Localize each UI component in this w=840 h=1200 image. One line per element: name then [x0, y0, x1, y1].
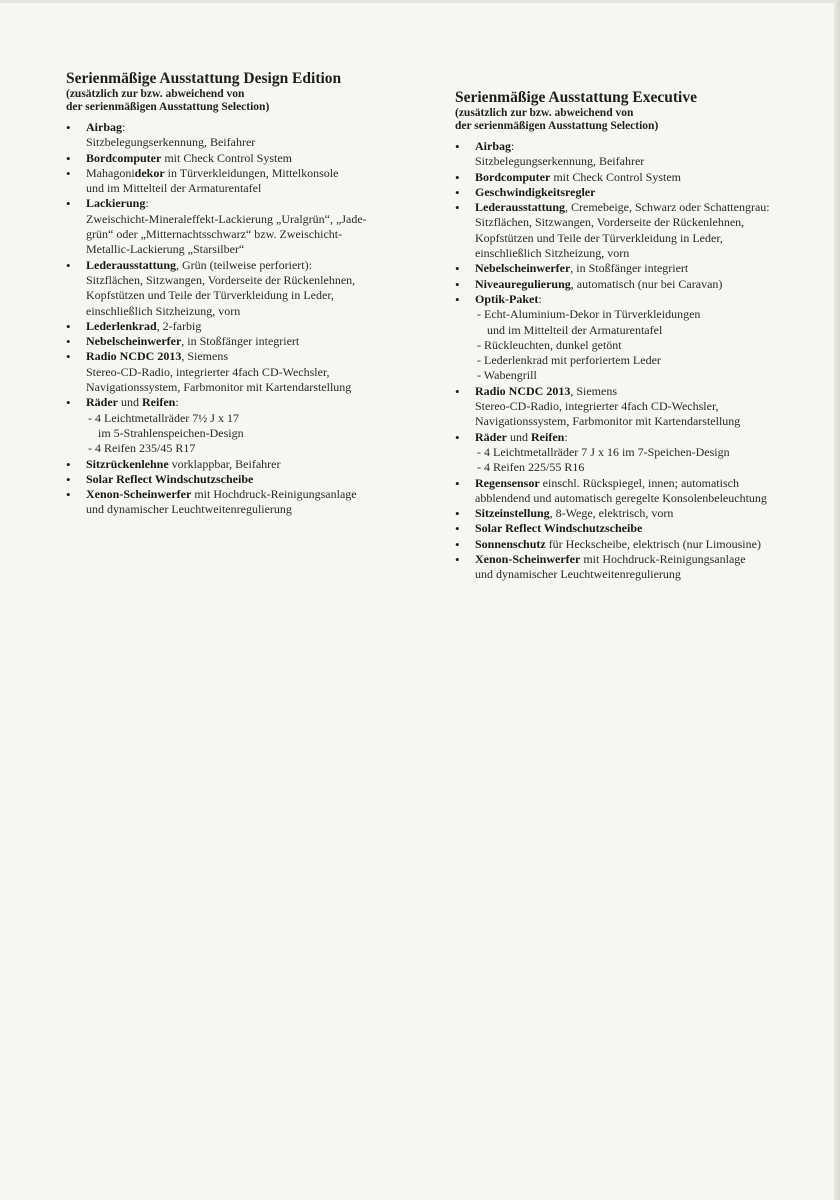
list-item-lackierung — [66, 196, 411, 257]
item-line: Stereo-CD-Radio, integrierter 4fach CD-Wechsler, — [86, 364, 330, 379]
item-line: Metallic-Lackierung „Starsilber“ — [86, 242, 245, 257]
item-heading: Xenon-Scheinwerfer — [86, 487, 192, 502]
list-item-radio — [66, 349, 411, 395]
item-text: , in Stoßfänger integriert — [570, 261, 689, 276]
sub-item-continuation: im 5-Strahlenspeichen-Design — [98, 425, 244, 440]
item-heading: Bordcomputer — [86, 150, 162, 165]
item-heading: Räder — [86, 395, 118, 410]
list-item-geschwindigkeitsregler — [455, 185, 800, 200]
sub-item: - 4 Reifen 225/55 R16 — [477, 460, 585, 475]
list-item-regensensor — [455, 476, 800, 507]
list-item-solar-reflect — [66, 472, 411, 487]
item-text: , Grün (teilweise perforiert): — [176, 257, 312, 272]
sub-item: - Wabengrill — [477, 368, 537, 383]
item-heading: Reifen — [142, 395, 176, 410]
item-line: und im Mittelteil der Armaturentafel — [86, 181, 262, 196]
item-line: einschließlich Sitzheizung, vorn — [475, 246, 630, 261]
subtitle-line-1: (zusätzlich zur bzw. abweichend von — [455, 107, 634, 119]
item-heading: Nebelscheinwerfer — [86, 334, 182, 349]
section-subtitle — [455, 107, 800, 133]
item-heading: Xenon-Scheinwerfer — [475, 552, 581, 567]
list-item-sitzeinstellung — [455, 506, 800, 521]
item-line: Kopfstützen und Teile der Türverkleidung in Leder, — [475, 230, 723, 245]
subtitle-line-2: der serienmäßigen Ausstattung Selection) — [66, 101, 270, 113]
item-line: Sitzbelegungserkennung, Beifahrer — [86, 135, 256, 150]
item-text: , automatisch (nur bei Caravan) — [570, 276, 723, 291]
item-heading: Radio NCDC 2013 — [475, 383, 571, 398]
item-heading: Lackierung — [86, 196, 146, 211]
list-item-xenon — [66, 487, 411, 518]
list-item-lederausstattung — [66, 258, 411, 319]
item-text: vorklappbar, Beifahrer — [168, 456, 281, 471]
item-text: : — [175, 395, 179, 410]
section-subtitle — [66, 88, 411, 114]
item-line: Kopfstützen und Teile der Türverkleidung in Leder, — [86, 288, 334, 303]
item-heading: Sitzeinstellung — [475, 506, 550, 521]
list-item-radio — [455, 384, 800, 430]
subtitle-line-2: der serienmäßigen Ausstattung Selection) — [455, 120, 659, 132]
page-edge-right — [834, 0, 840, 1200]
design-edition-section — [66, 70, 411, 518]
sub-item: - 4 Leichtmetallräder 7 J x 16 im 7-Speichen-Design — [477, 444, 730, 459]
item-text: mit Check Control System — [550, 169, 681, 184]
item-line: Sitzbelegungserkennung, Beifahrer — [475, 154, 645, 169]
item-heading: Reifen — [531, 429, 565, 444]
item-heading: Lederausstattung — [475, 200, 566, 215]
item-text: einschl. Rückspiegel, innen; automatisch — [539, 475, 739, 490]
feature-list — [66, 120, 411, 518]
sub-item: - Lederlenkrad mit perforiertem Leder — [477, 353, 661, 368]
item-text: , 8-Wege, elektrisch, vorn — [549, 506, 674, 521]
list-item-mahagonidekor — [66, 166, 411, 197]
list-item-sitzrueckenlehne — [66, 457, 411, 472]
list-item-lederausstattung — [455, 200, 800, 261]
item-text: für Heckscheibe, elektrisch (nur Limousine) — [545, 536, 761, 551]
item-text: , in Stoßfänger integriert — [181, 334, 300, 349]
item-text: , Cremebeige, Schwarz oder Schattengrau: — [565, 200, 770, 215]
item-line: grün“ oder „Mitternachtsschwarz“ bzw. Zweischicht- — [86, 227, 343, 242]
list-item-raeder-reifen — [66, 395, 411, 456]
item-heading: Nebelscheinwerfer — [475, 261, 571, 276]
item-heading: Regensensor — [475, 475, 540, 490]
list-item-niveauregulierung — [455, 277, 800, 292]
item-text: : — [122, 120, 126, 134]
item-heading: Sitzrückenlehne — [86, 456, 169, 471]
list-item-sonnenschutz — [455, 537, 800, 552]
item-heading: Radio NCDC 2013 — [86, 349, 182, 364]
item-heading: Geschwindigkeitsregler — [475, 184, 596, 199]
item-text: Mahagoni — [86, 165, 135, 180]
item-line: Navigationssystem, Farbmonitor mit Kartendarstellung — [86, 380, 352, 395]
list-item-nebelscheinwerfer — [66, 334, 411, 349]
item-line: Sitzflächen, Sitzwangen, Vorderseite der Rückenlehnen, — [475, 215, 745, 230]
list-item-optik-paket — [455, 292, 800, 384]
item-heading: Airbag — [86, 120, 122, 134]
list-item-bordcomputer — [66, 151, 411, 166]
item-text: , 2-farbig — [156, 318, 202, 333]
sub-item: - Echt-Aluminium-Dekor in Türverkleidungen — [477, 307, 701, 322]
page-edge-top — [0, 0, 840, 3]
section-title-executive: Serienmäßige Ausstattung Executive — [455, 89, 697, 106]
item-heading: Solar Reflect Windschutzscheibe — [475, 521, 643, 536]
list-item-lederlenkrad — [66, 319, 411, 334]
item-text: : — [145, 196, 149, 211]
feature-list — [455, 139, 800, 583]
item-text: , Siemens — [181, 349, 229, 364]
list-item-airbag — [455, 139, 800, 170]
item-heading: Lederausstattung — [86, 257, 177, 272]
item-line: Stereo-CD-Radio, integrierter 4fach CD-Wechsler, — [475, 399, 719, 414]
sub-item-continuation: und im Mittelteil der Armaturentafel — [487, 322, 663, 337]
item-heading: Optik-Paket — [475, 291, 539, 306]
item-heading: Airbag — [475, 139, 511, 153]
item-heading: Niveauregulierung — [475, 276, 571, 291]
item-text: , Siemens — [570, 383, 618, 398]
item-heading: dekor — [134, 165, 165, 180]
item-line: Navigationssystem, Farbmonitor mit Kartendarstellung — [475, 414, 741, 429]
list-item-nebelscheinwerfer — [455, 261, 800, 276]
item-text: : — [511, 139, 515, 153]
item-text: und — [507, 429, 531, 444]
section-title-design-edition: Serienmäßige Ausstattung Design Edition — [66, 70, 342, 87]
item-text: mit Hochdruck-Reinigungsanlage — [580, 552, 746, 567]
item-line: Sitzflächen, Sitzwangen, Vorderseite der Rückenlehnen, — [86, 272, 356, 287]
subtitle-line-1: (zusätzlich zur bzw. abweichend von — [66, 88, 245, 100]
item-heading: Bordcomputer — [475, 169, 551, 184]
sub-item: - 4 Leichtmetallräder 7½ J x 17 — [88, 410, 239, 425]
item-heading: Solar Reflect Windschutzscheibe — [86, 471, 254, 486]
item-text: in Türverkleidungen, Mittelkonsole — [164, 165, 339, 180]
item-line: und dynamischer Leuchtweitenregulierung — [86, 502, 292, 517]
executive-section — [455, 89, 800, 583]
item-line: abblendend und automatisch geregelte Konsolenbeleuchtung — [475, 490, 767, 505]
list-item-bordcomputer — [455, 170, 800, 185]
item-heading: Lederlenkrad — [86, 318, 157, 333]
item-heading: Räder — [475, 429, 507, 444]
list-item-xenon — [455, 552, 800, 583]
item-heading: Sonnenschutz — [475, 536, 546, 551]
item-text: mit Check Control System — [161, 150, 292, 165]
item-text: : — [564, 429, 568, 444]
item-text: mit Hochdruck-Reinigungsanlage — [191, 487, 357, 502]
item-line: und dynamischer Leuchtweitenregulierung — [475, 567, 681, 582]
list-item-solar-reflect — [455, 521, 800, 536]
item-line: Zweischicht-Mineraleffekt-Lackierung „Uralgrün“, „Jade- — [86, 211, 367, 226]
item-text: : — [538, 291, 542, 306]
list-item-airbag — [66, 120, 411, 151]
sub-item: - Rückleuchten, dunkel getönt — [477, 337, 622, 352]
item-text: und — [118, 395, 142, 410]
sub-item: - 4 Reifen 235/45 R17 — [88, 441, 196, 456]
list-item-raeder-reifen — [455, 430, 800, 476]
item-line: einschließlich Sitzheizung, vorn — [86, 303, 241, 318]
